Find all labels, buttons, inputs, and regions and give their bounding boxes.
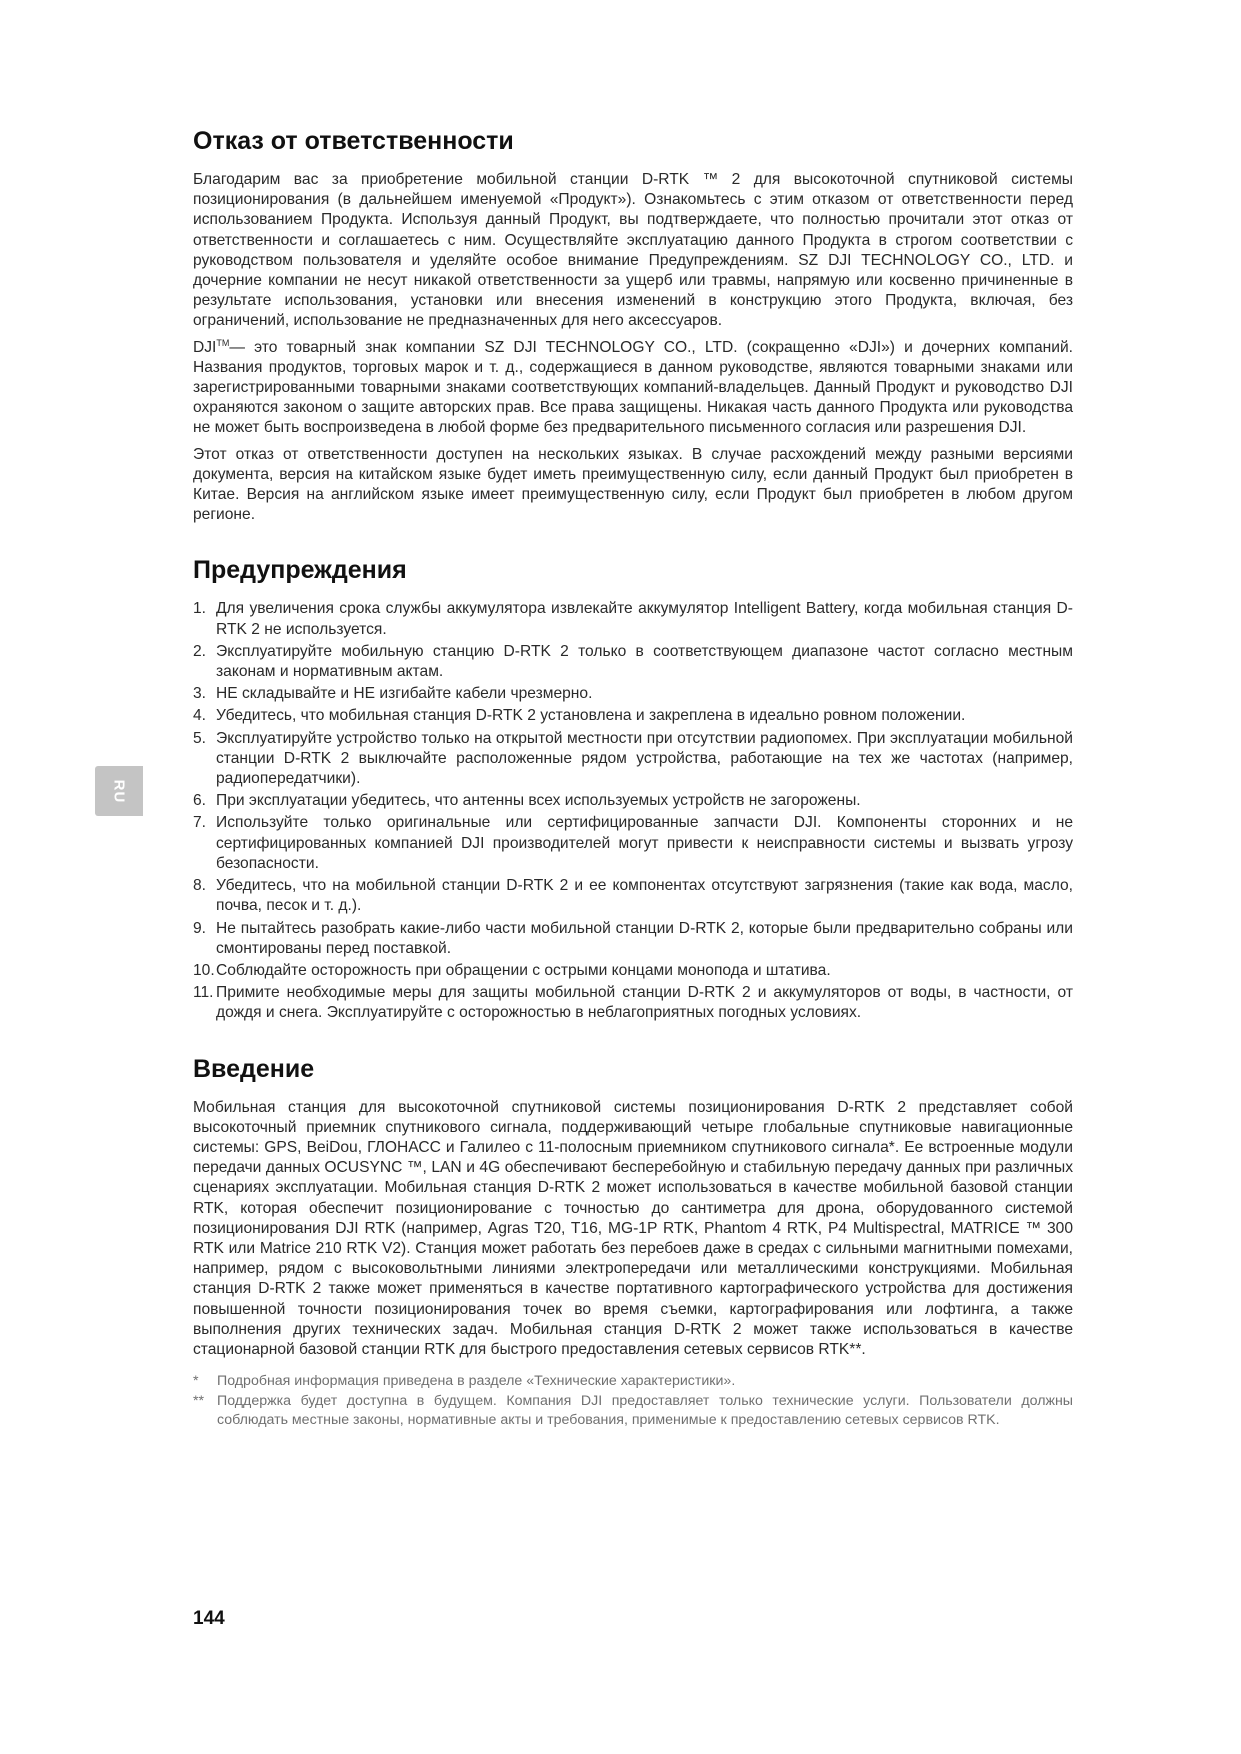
footnote [193, 1372, 1073, 1391]
list-item-number: 1. [193, 600, 207, 618]
disclaimer-paragraph-1: Благодарим вас за приобретение мобильной станции D-RTK ™ 2 для высокоточной спутниковой системы позиционирования (в дальнейшем именуемой «Продукт»). Ознакомьтесь с этим отказом от ответственности перед использованием Продукта. Используя данный Продукт, вы подтверждаете, что полностью прочитали этот отказ от ответственности и соглашаетесь с ним. Осуществляйте эксплуатацию данного Продукта в строгом соответствии с руководством пользователя и уделяйте особое внимание Предупреждениям. SZ DJI TECHNOLOGY CO., LTD. и дочерние компании не несут никакой ответственности за ущерб или травмы, напрямую или косвенно причиненные в результате использования, установки или внесения изменений в конструкцию этого Продукта, включая, без ограничений, использование не предназначенных для него аксессуаров. [193, 171, 1073, 330]
disclaimer-paragraph-2-text: — это товарный знак компании SZ DJI TECHNOLOGY CO., LTD. (сокращенно «DJI») и дочерних компаний. Названия продуктов, торговых марок и т. д., содержащиеся в данном руководстве, являются товарными знаками или зарегистрированными товарными знаками соответствующих компаний-владельцев. Данный Продукт и руководство DJI охраняются законом о защите авторских прав. Все права защищены. Никакая часть данного Продукта или руководства не может быть воспроизведена в любой форме без предварительного письменного согласия или разрешения DJI. [193, 338, 1073, 437]
footnote-text: Поддержка будет доступна в будущем. Компания DJI предоставляет только технические услуги. Пользователи должны соблюдать местные законы, нормативные акты и требования, применимые к предоставлению сетевых сервисов RTK. [217, 1393, 1073, 1429]
list-item-number: 11. [193, 984, 214, 1002]
list-item [193, 706, 1073, 726]
footnote [193, 1392, 1073, 1430]
list-item [193, 919, 1073, 959]
list-item-text: НЕ складывайте и НЕ изгибайте кабели чрезмерно. [216, 685, 593, 703]
list-item-number: 6. [193, 792, 207, 810]
page-content [193, 126, 1073, 1460]
list-item [193, 729, 1073, 790]
list-item-number: 5. [193, 729, 207, 747]
intro-section [193, 1054, 1073, 1431]
list-item [193, 983, 1073, 1023]
list-item-number: 7. [193, 814, 207, 832]
list-item-number: 3. [193, 685, 207, 703]
list-item-number: 10. [193, 961, 215, 979]
list-item-text: Для увеличения срока службы аккумулятора извлекайте аккумулятор Intelligent Battery, когда мобильная станция D-RTK 2 не используется. [216, 600, 1073, 638]
disclaimer-title: Отказ от ответственности [193, 127, 514, 155]
list-item-text: Эксплуатируйте устройство только на открытой местности при отсутствии радиопомех. При эксплуатации мобильной станции D-RTK 2 выключайте расположенные рядом устройства, работающие на тех же частотах (например, радиопередатчики). [216, 729, 1073, 788]
list-item [193, 791, 1073, 811]
disclaimer-paragraph-3: Этот отказ от ответственности доступен на нескольких языках. В случае расхождений между разными версиями документа, версия на китайском языке будет иметь преимущественную силу, если данный Продукт был приобретен в Китае. Версия на английском языке имеет преимущественную силу, если Продукт был приобретен в любом другом регионе. [193, 445, 1073, 524]
footnote-mark: * [193, 1373, 199, 1390]
language-tab [95, 766, 143, 816]
footnotes [193, 1372, 1073, 1430]
disclaimer-paragraph-2 [193, 338, 1073, 439]
page-number: 144 [193, 1608, 225, 1629]
list-item-text: Соблюдайте осторожность при обращении с острыми концами моноподa и штатива. [216, 961, 831, 979]
disclaimer-section [193, 126, 1073, 525]
list-item [193, 961, 1073, 981]
list-item-text: Убедитесь, что мобильная станция D-RTK 2 установлена и закреплена в идеально ровном положении. [216, 707, 966, 725]
intro-paragraph: Мобильная станция для высокоточной спутниковой системы позиционирования D-RTK 2 представляет собой высокоточный приемник спутникового сигнала, поддерживающий четыре глобальные спутниковые навигационные системы: GPS, BeiDou, ГЛОНАСС и Галилео с 11-полосным приемником спутникового сигнала*. Ее встроенные модули передачи данных OCUSYNC ™, LAN и 4G обеспечивают бесперебойную и стабильную передачу данных при различных сценариях эксплуатации. Мобильная станция D-RTK 2 может использоваться в качестве мобильной базовой станции RTK, которая обеспечит позиционирование с точностью до сантиметра для дрона, оборудованного системой позиционирования DJI RTK (например, Agras T20, T16, MG-1P RTK, Phantom 4 RTK, P4 Multispectral, MATRICE ™ 300 RTK или Matrice 210 RTK V2). Станция может работать без перебоев даже в средах с сильными магнитными помехами, например, рядом с высоковольтными линиями электропередачи или металлическими конструкциями. Мобильная станция D-RTK 2 также может применяться в качестве портативного картографического устройства для достижения повышенной точности позиционирования точек во время съемки, картографирования или лофтинга, а также выполнения других технических задач. Мобильная станция D-RTK 2 может также использоваться в качестве стационарной базовой станции RTK для быстрого предоставления сетевых сервисов RTK**. [193, 1098, 1073, 1358]
brand-name: DJI [193, 338, 217, 356]
list-item-number: 8. [193, 877, 207, 895]
list-item-text: Не пытайтесь разобрать какие-либо части мобильной станции D-RTK 2, которые были предварительно собраны или смонтированы перед поставкой. [216, 919, 1073, 957]
list-item-number: 2. [193, 642, 207, 660]
footnote-mark: ** [193, 1393, 205, 1410]
warnings-title: Предупреждения [193, 556, 407, 585]
list-item-number: 4. [193, 707, 207, 725]
list-item [193, 813, 1073, 874]
list-item-text: Примите необходимые меры для защиты мобильной станции D-RTK 2 и аккумуляторов от воды, в частности, от дождя и снега. Эксплуатируйте с осторожностью в неблагоприятных погодных условиях. [216, 984, 1073, 1022]
warnings-list [193, 599, 1073, 1023]
list-item [193, 642, 1073, 682]
footnote-text: Подробная информация приведена в разделе «Технические характеристики». [217, 1373, 736, 1390]
intro-title: Введение [193, 1054, 315, 1083]
trademark-mark: TM [216, 337, 230, 348]
list-item-text: Эксплуатируйте мобильную станцию D-RTK 2 только в соответствующем диапазоне частот согласно местным законам и нормативным актам. [216, 642, 1073, 681]
list-item-number: 9. [193, 919, 207, 937]
list-item [193, 876, 1073, 916]
list-item-text: Используйте только оригинальные или сертифицированные запчасти DJI. Компоненты сторонних и не сертифицированных компанией DJI производителей могут привести к неисправности системы и вызвать угрозу безопасности. [216, 814, 1073, 872]
list-item-text: Убедитесь, что на мобильной станции D-RTK 2 и ее компонентах отсутствуют загрязнения (такие как вода, масло, почва, песок и т. д.). [216, 877, 1073, 915]
list-item [193, 599, 1073, 639]
language-tab-label: RU [110, 779, 128, 803]
list-item-text: При эксплуатации убедитесь, что антенны всех используемых устройств не загорожены. [216, 792, 861, 810]
warnings-section [193, 555, 1073, 1023]
list-item [193, 684, 1073, 704]
